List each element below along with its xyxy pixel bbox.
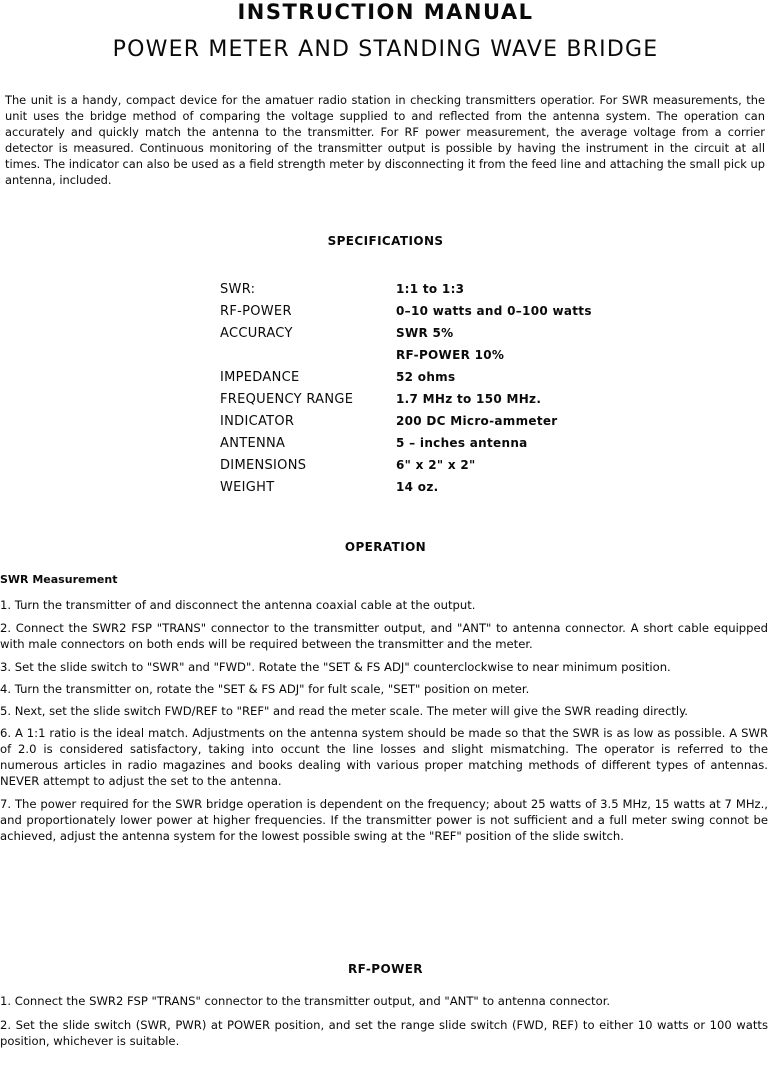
spec-value: 6" x 2" x 2" xyxy=(396,458,476,472)
spec-value: 14 oz. xyxy=(396,480,439,494)
spec-label: SWR: xyxy=(220,282,256,297)
spec-value: SWR 5% xyxy=(396,326,454,340)
rf-power-step: 1. Connect the SWR2 FSP "TRANS" connector to the transmitter output, and "ANT" to antenna connector. xyxy=(0,994,611,1008)
spec-label: IMPEDANCE xyxy=(220,370,300,385)
spec-value: 1.7 MHz to 150 MHz. xyxy=(396,392,542,406)
rf-power-steps xyxy=(0,993,768,1049)
spec-label: RF-POWER xyxy=(220,304,292,319)
spec-row xyxy=(220,414,592,436)
spec-value: 52 ohms xyxy=(396,370,456,384)
specifications-table xyxy=(220,282,592,502)
spec-label xyxy=(220,348,396,370)
document-title: INSTRUCTION MANUAL xyxy=(237,0,534,24)
operation-step: 7. The power required for the SWR bridge operation is dependent on the frequency; about 25 watts of 3.5 MHz, 15 watts at 7 MHz., and proportionately lower power at higher frequencies. If the transmitter power is not sufficient and a full meter swing connot be achieved, adjust the antenna system for the lowest possible swing at the "REF" position of the slide switch. xyxy=(0,797,768,843)
spec-row xyxy=(220,436,592,458)
spec-row xyxy=(220,282,592,304)
operation-heading: OPERATION xyxy=(344,540,427,554)
rf-power-step: 2. Set the slide switch (SWR, PWR) at POWER position, and set the range slide switch (FWD, REF) to either 10 watts or 100 watts position, whichever is suitable. xyxy=(0,1018,768,1048)
operation-step: 6. A 1:1 ratio is the ideal match. Adjustments on the antenna system should be made so that the SWR is as low as possible. A SWR of 2.0 is considered satisfactory, taking into occunt the line losses and slight mismatching. The operator is referred to the numerous articles in radio magazines and books dealing with various proper matching methods of different types of antennas. NEVER attempt to adjust the set to the antenna. xyxy=(0,726,768,788)
operation-step: 2. Connect the SWR2 FSP "TRANS" connector to the transmitter output, and "ANT" to antenna connector. A short cable equipped with male connectors on both ends will be required between the transmitter and the meter. xyxy=(0,621,768,651)
swr-measurement-subheading: SWR Measurement xyxy=(0,573,118,586)
spec-row xyxy=(220,304,592,326)
operation-step: 4. Turn the transmitter on, rotate the "SET & FS ADJ" for fult scale, "SET" position on meter. xyxy=(0,682,530,696)
rf-power-heading: RF-POWER xyxy=(348,962,423,976)
operation-step: 3. Set the slide switch to "SWR" and "FWD". Rotate the "SET & FS ADJ" counterclockwise to near minimum position. xyxy=(0,660,671,674)
spec-row xyxy=(220,326,592,348)
spec-row xyxy=(220,480,592,502)
operation-step: 1. Turn the transmitter of and disconnect the antenna coaxial cable at the output. xyxy=(0,598,476,612)
spec-row xyxy=(220,348,592,370)
spec-value: 1:1 to 1:3 xyxy=(396,282,465,296)
spec-label: DIMENSIONS xyxy=(220,458,307,473)
operation-step: 5. Next, set the slide switch FWD/REF to "REF" and read the meter scale. The meter will give the SWR reading directly. xyxy=(0,704,688,718)
spec-row xyxy=(220,392,592,414)
spec-label: ANTENNA xyxy=(220,436,286,451)
spec-label: ACCURACY xyxy=(220,326,293,341)
spec-value: RF-POWER 10% xyxy=(396,348,505,362)
document-subtitle: POWER METER AND STANDING WAVE BRIDGE xyxy=(112,37,659,62)
spec-label: FREQUENCY RANGE xyxy=(220,392,354,407)
intro-paragraph: The unit is a handy, compact device for the amatuer radio station in checking transmitters operatior. For SWR measurements, the unit uses the bridge method of comparing the voltage supplied to and reflected from the antenna system. The operation can accurately and quickly match the antenna to the transmitter. For RF power measurement, the average voltage from a corrier detector is measured. Continuous monitoring of the transmitter output is possible by having the instrument in the circuit at all times. The indicator can also be used as a field strength meter by disconnecting it from the feed line and attaching the small pick up antenna, included. xyxy=(5,93,765,187)
spec-row xyxy=(220,458,592,480)
spec-label: WEIGHT xyxy=(220,480,275,495)
spec-label: INDICATOR xyxy=(220,414,295,429)
spec-row xyxy=(220,370,592,392)
spec-value: 200 DC Micro-ammeter xyxy=(396,414,558,428)
operation-steps xyxy=(0,597,768,844)
specifications-heading: SPECIFICATIONS xyxy=(327,234,444,248)
spec-value: 5 – inches antenna xyxy=(396,436,528,450)
spec-value: 0–10 watts and 0–100 watts xyxy=(396,304,592,318)
